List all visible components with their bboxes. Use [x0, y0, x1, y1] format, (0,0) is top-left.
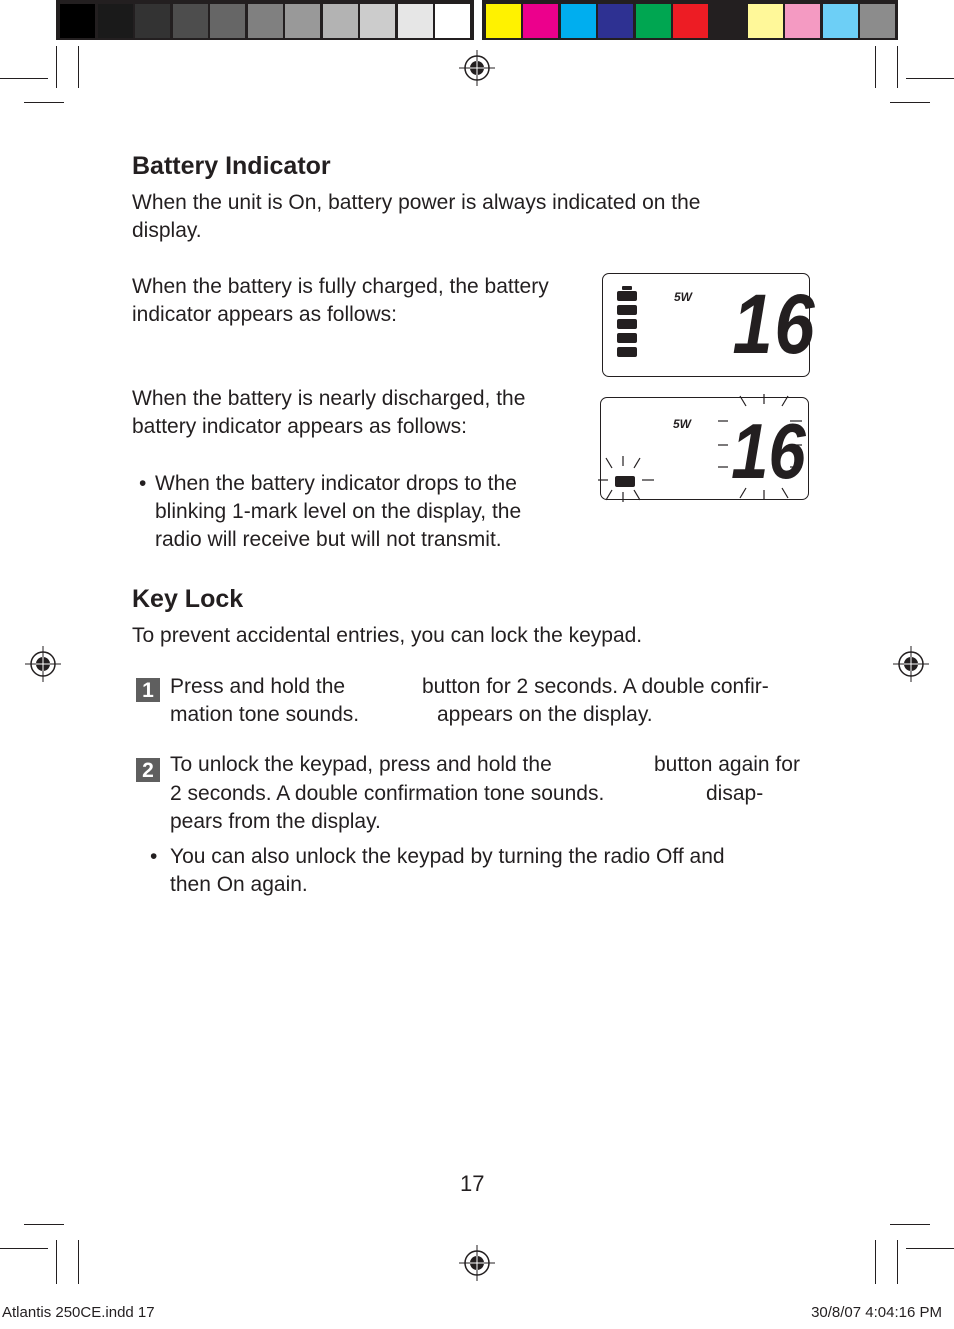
step-2-text-c: 2 seconds. A double confirmation tone sounds. [170, 782, 605, 805]
step-2-text-a: To unlock the keypad, press and hold the [170, 753, 552, 776]
battery-low-text-line-2: battery indicator appears as follows: [132, 415, 468, 438]
step-1-badge: 1 [136, 678, 160, 702]
channel-number: 16 [731, 407, 806, 495]
gray-swatch [285, 4, 320, 38]
color-swatch [673, 4, 708, 38]
color-swatch [785, 4, 820, 38]
gray-swatch [173, 4, 208, 38]
gray-swatch [398, 4, 433, 38]
step-2-badge: 2 [136, 758, 160, 782]
battery-indicator-heading: Battery Indicator [132, 152, 331, 180]
battery-low-text-line-1: When the battery is nearly discharged, the [132, 387, 526, 410]
color-swatch [561, 4, 596, 38]
color-swatch [636, 4, 671, 38]
registration-mark-top [459, 50, 495, 86]
registration-mark-right [893, 646, 929, 682]
key-lock-intro: To prevent accidental entries, you can lock the keypad. [132, 624, 643, 647]
color-swatch [748, 4, 783, 38]
color-swatch [860, 4, 895, 38]
blink-rays-icon [594, 390, 814, 510]
battery-note-bullet: • [139, 472, 147, 495]
step-1-text-a: Press and hold the [170, 675, 346, 698]
channel-number: 16 [732, 277, 817, 371]
step-1-text-b: button for 2 seconds. A double confir- [422, 675, 769, 698]
key-lock-note-line-1: You can also unlock the keypad by turning the radio Off and [170, 845, 725, 868]
battery-note-line-1: When the battery indicator drops to the [155, 472, 517, 495]
step-2-text-b: button again for [654, 753, 800, 776]
gray-swatch [435, 4, 470, 38]
footer-timestamp: 30/8/07 4:04:16 PM [811, 1304, 942, 1321]
gray-swatch [60, 4, 95, 38]
key-lock-note-line-2: then On again. [170, 873, 308, 896]
color-swatch [598, 4, 633, 38]
registration-mark-left [25, 646, 61, 682]
gray-swatch [360, 4, 395, 38]
gray-swatch [248, 4, 283, 38]
lcd-display-full-battery [602, 273, 817, 377]
battery-full-text-line-2: indicator appears as follows: [132, 303, 397, 326]
gray-swatch [323, 4, 358, 38]
battery-bar [617, 347, 637, 357]
key-lock-heading: Key Lock [132, 585, 244, 613]
power-level-label: 5W [674, 290, 692, 304]
gray-swatch [98, 4, 133, 38]
battery-indicator-full [603, 274, 653, 376]
footer-file-name: Atlantis 250CE.indd 17 [2, 1304, 155, 1321]
battery-bar [617, 319, 637, 329]
battery-bar [617, 333, 637, 343]
gray-swatch [210, 4, 245, 38]
battery-intro-line-1: When the unit is On, battery power is always indicated on the [132, 191, 701, 214]
battery-tip [622, 286, 632, 290]
step-2-text-e: pears from the display. [170, 810, 381, 833]
color-swatch [523, 4, 558, 38]
step-1-text-d: appears on the display. [437, 703, 653, 726]
battery-full-text-line-1: When the battery is fully charged, the battery [132, 275, 549, 298]
power-level-label: 5W [673, 417, 691, 431]
key-lock-note-bullet: • [150, 845, 158, 868]
battery-note-line-3: radio will receive but will not transmit. [155, 528, 502, 551]
step-2-text-d: disap- [706, 782, 764, 805]
step-1-text-c: mation tone sounds. [170, 703, 360, 726]
color-swatch [486, 4, 521, 38]
color-swatch [823, 4, 858, 38]
gray-swatch [135, 4, 170, 38]
color-swatch [710, 4, 745, 38]
battery-bar [617, 291, 637, 301]
battery-intro-line-2: display. [132, 219, 202, 242]
battery-bar [617, 305, 637, 315]
registration-mark-bottom [459, 1245, 495, 1281]
page-number: 17 [460, 1171, 485, 1196]
battery-note-line-2: blinking 1-mark level on the display, the [155, 500, 522, 523]
